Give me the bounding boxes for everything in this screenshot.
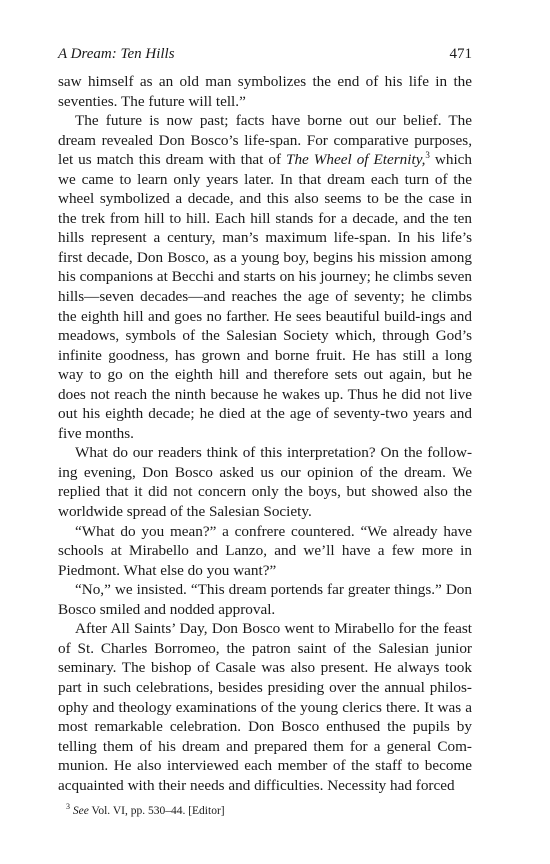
footnote: [58, 804, 472, 818]
paragraph-4: “What do you mean?” a confrere countered. “We already have schools at Mirabello and Lanzo, and we’ll have a few more in Piedmont. What else do you want?”: [58, 522, 472, 579]
body-text: [58, 72, 472, 795]
paragraph-5: “No,” we insisted. “This dream portends far greater things.” Don Bosco smiled and nodded approval.: [58, 581, 472, 618]
running-title: A Dream: Ten Hills: [58, 46, 175, 62]
footnote-marker: 3: [66, 802, 70, 812]
paragraph-1: saw himself as an old man symbolizes the end of his life in the seventies. The future will tell.”: [58, 73, 472, 110]
running-head: [58, 46, 472, 68]
paragraph-2: [58, 111, 472, 443]
paragraph-6: After All Saints’ Day, Don Bosco went to Mirabello for the feast of St. Charles Borromeo, the patron saint of the Salesian junior seminary. The bishop of Casale was also present. He always took part in such celebrations, besides presiding over the annual philos-ophy and theology examinations of the young clerics there. It was a most remarkable celebration. Don Bosco enthused the pupils by telling them of his dream and prepared them for a general Com-munion. He also interviewed each member of the staff to become acquainted with their needs and difficulties. Necessity had forced: [58, 620, 472, 794]
paragraph-2-text-start: The future is now past; facts have borne out our belief. The dream revealed Don Bosco’s life-span. For comparative purposes, let us match this dream with that of: [58, 112, 472, 169]
footnote-text: Vol. VI, pp. 530–44. [Editor]: [88, 805, 225, 818]
footnote-reference: 3: [425, 150, 430, 161]
paragraph-2-text-end: which we came to learn only years later. In that dream each turn of the wheel symbolized a decade, and this also seems to be the case in the trek from hill to hill. Each hill stands for a decade, and the ten hills represent a century, man’s maximum life-span. In his life’s first decade, Don Bosco, as a young boy, begins his mission among his companions at Becchi and starts on his journey; he climbs seven hills—seven decades—and reaches the age of seventy; he climbs the eighth hill and goes no farther. He sees beautiful build-ings and meadows, symbols of the Salesian Society which, through God’s infinite goodness, has grown and borne fruit. He has still a long way to go on the eighth hill and therefore sets out again, but he does not reach the ninth because he wakes up. Thus he did not live out his eighth decade; he died at the age of seventy-two years and five months.: [58, 151, 473, 442]
book-page: [58, 46, 472, 818]
paragraph-3: What do our readers think of this interpretation? On the follow-ing evening, Don Bosco asked us our opinion of the dream. We replied that it did not concern only the boys, but showed also the worldwide spread of the Salesian Society.: [58, 444, 472, 521]
page-number: 471: [449, 46, 472, 62]
footnote-see: See: [72, 805, 89, 818]
paragraph-2-title-italic: The Wheel of Eternity,: [286, 151, 426, 169]
